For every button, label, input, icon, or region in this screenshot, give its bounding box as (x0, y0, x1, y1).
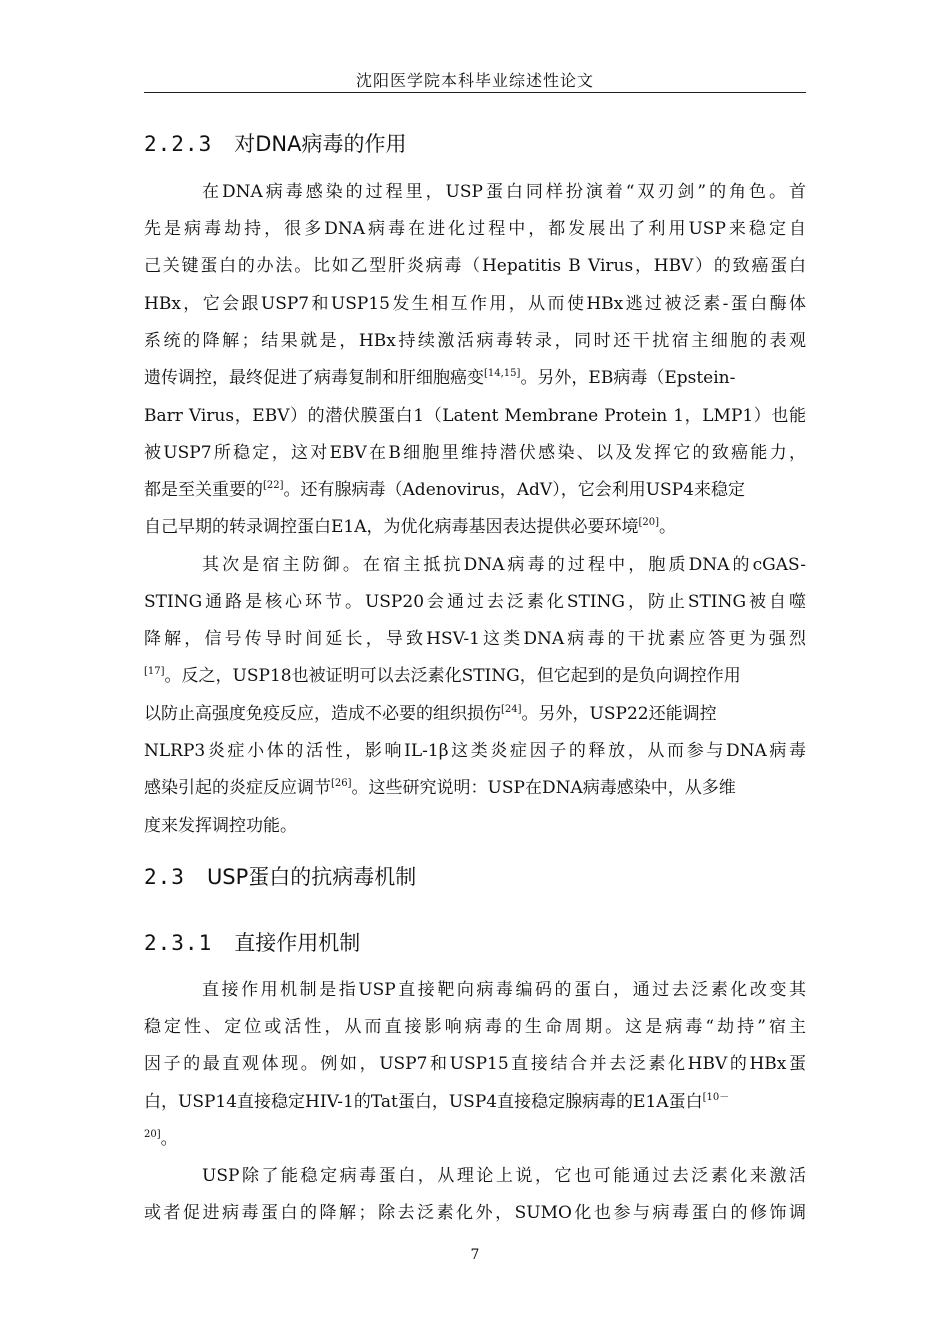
paragraph-line: 在DNA病毒感染的过程里，USP蛋白同样扮演着“双刃剑”的角色。首 (202, 182, 806, 202)
section-number: 2.2.3 (144, 132, 213, 156)
citation: [24] (501, 704, 522, 715)
paragraph-line: STING通路是核心环节。USP20会通过去泛素化STING，防止STING被自噬 (144, 592, 806, 612)
paragraph-line: $^{20]}$。 (144, 1129, 178, 1149)
paragraph-line: 自己早期的转录调控蛋白E1A，为优化病毒基因表达提供必要环境[20]。 (144, 517, 677, 537)
running-header: 沈阳医学院本科毕业综述性论文 (355, 71, 594, 90)
paragraph-line: 稳定性、定位或活性，从而直接影响病毒的生命周期。这是病毒“劫持”宿主 (144, 1017, 806, 1037)
citation: [22] (263, 480, 284, 491)
citation: 20] (144, 1129, 161, 1140)
paragraph-line: HBx，它会跟USP7和USP15发生相互作用，从而使HBx逃过被泛素-蛋白酶体 (144, 294, 806, 314)
paragraph-line: 或者促进病毒蛋白的降解；除去泛素化外，SUMO化也参与病毒蛋白的修饰调 (144, 1203, 806, 1223)
section-title: 对DNA病毒的作用 (234, 132, 407, 156)
paragraph-line: 己关键蛋白的办法。比如乙型肝炎病毒（Hepatitis B Virus，HBV）的致癌蛋白 (144, 256, 806, 276)
section-title: USP蛋白的抗病毒机制 (206, 865, 417, 889)
paragraph-line: 其次是宿主防御。在宿主抵抗DNA病毒的过程中，胞质DNA的cGAS- (202, 555, 806, 575)
section-number: 2.3 (144, 865, 185, 889)
paragraph-line: USP除了能稳定病毒蛋白，从理论上说，它也可能通过去泛素化来激活 (202, 1166, 806, 1186)
citation: [26] (331, 778, 352, 789)
paragraph-line: 感染引起的炎症反应调节[26]。这些研究说明：USP在DNA病毒感染中，从多维 (144, 778, 736, 798)
section-title: 直接作用机制 (234, 931, 361, 955)
citation: [17] (144, 666, 165, 677)
paragraph-line: [17]。反之，USP18也被证明可以去泛素化STING，但它起到的是负向调控作用 (144, 666, 741, 686)
paragraph-line: 以防止高强度免疫反应，造成不必要的组织损伤[24]。另外，USP22还能调控 (144, 704, 717, 724)
paragraph-line: 系统的降解；结果就是，HBx持续激活病毒转录，同时还干扰宿主细胞的表观 (144, 331, 806, 351)
paragraph-line: Barr Virus，EBV）的潜伏膜蛋白1（Latent Membrane Protein 1，LMP1）也能 (144, 406, 806, 426)
paragraph-line: 都是至关重要的[22]。还有腺病毒（Adenovirus，AdV），它会利用USP4来稳定 (144, 480, 745, 500)
paragraph-line: 白，USP14直接稳定HIV-1的Tat蛋白，USP4直接稳定腺病毒的E1A蛋白$^{[10-}$ (144, 1092, 730, 1112)
paragraph-line: 遗传调控，最终促进了病毒复制和肝细胞癌变[14,15]。另外，EB病毒（Epstein- (144, 368, 736, 388)
citation: [10－ (702, 1092, 730, 1103)
header-rule (144, 92, 806, 93)
paragraph-line: 因子的最直观体现。例如，USP7和USP15直接结合并去泛素化HBV的HBx蛋 (144, 1054, 806, 1074)
paragraph-line: 直接作用机制是指USP直接靶向病毒编码的蛋白，通过去泛素化改变其 (202, 980, 806, 1000)
section-heading-2-3-1 (144, 927, 360, 957)
paragraph-line: 先是病毒劫持，很多DNA病毒在进化过程中，都发展出了利用USP来稳定自 (144, 219, 806, 239)
citation: [14,15] (484, 368, 521, 379)
paragraph-line: 降解，信号传导时间延长，导致HSV-1这类DNA病毒的干扰素应答更为强烈 (144, 629, 806, 649)
section-heading-2-2-3 (144, 128, 406, 158)
paragraph-line: 被USP7所稳定，这对EBV在B细胞里维持潜伏感染、以及发挥它的致癌能力， (144, 443, 806, 463)
paragraph-line: 度来发挥调控功能。 (144, 816, 297, 836)
page-number: 7 (470, 1247, 480, 1263)
citation: [20] (638, 517, 660, 528)
section-heading-2-3 (144, 861, 416, 891)
section-number: 2.3.1 (144, 931, 213, 955)
paragraph-line: NLRP3炎症小体的活性，影响IL-1β这类炎症因子的释放，从而参与DNA病毒 (144, 741, 806, 761)
